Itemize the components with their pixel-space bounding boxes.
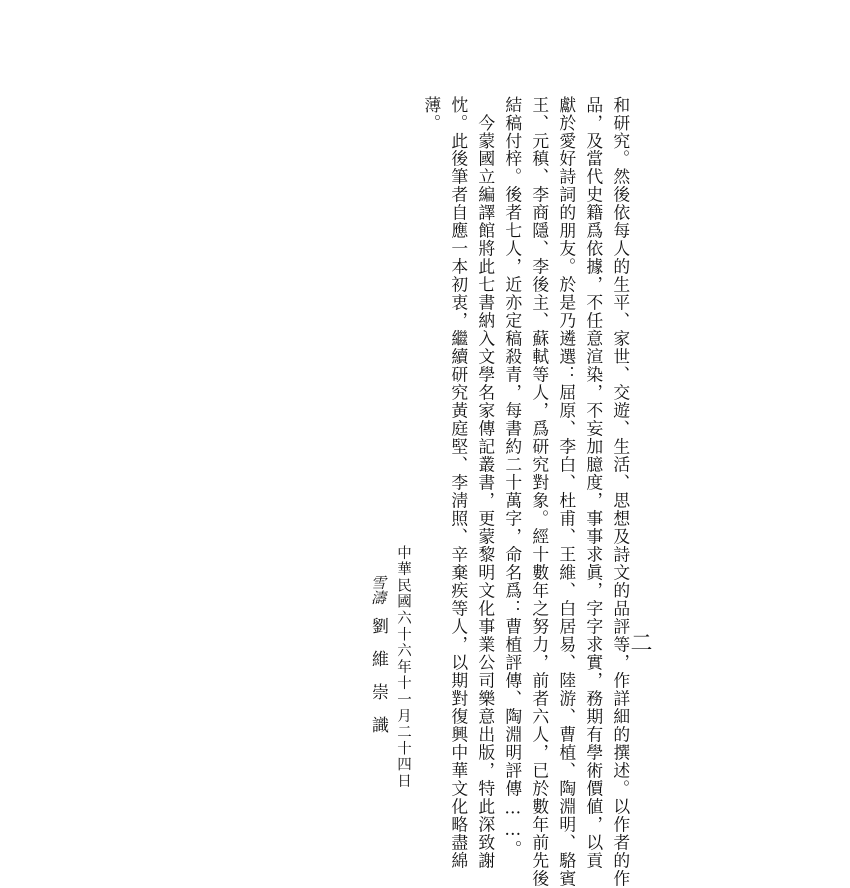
text-line-5: 結稿付梓。後者七人，近亦定稿殺青，每書約二十萬字，命名爲：曹植評傳、陶淵明評傳……。 — [502, 96, 523, 858]
text-line-4: 王、元稹、李商隱、李後主、蘇軾等人，爲研究對象。經十數年之努力，前者六人，已於數年前先後 — [529, 96, 550, 888]
page-number: 二 — [627, 631, 652, 653]
text-line-1: 和研究。然後依每人的生平、家世、交遊、生活、思想及詩文的品評等，作詳細的撰述。以作者的作 — [610, 96, 631, 888]
text-line-2: 品，及當代史籍爲依據，不任意渲染，不妄加臆度，事事求眞，字字求實，務期有學術價値，以貢 — [583, 96, 604, 870]
text-line-6: 今蒙國立編譯館將此七書納入文學名家傳記叢書，更蒙黎明文化事業公司樂意出版，特此深致謝 — [475, 96, 496, 870]
text-line-8: 薄。 — [421, 96, 442, 132]
signature-handwritten: 雪濤 — [369, 575, 387, 605]
signature-name: 劉維崇識 — [368, 617, 388, 749]
date-line: 中華民國六十六年十一月二十四日 — [395, 545, 411, 790]
signature — [366, 575, 391, 749]
text-line-7: 忱。此後筆者自應一本初衷，繼續研究黃庭堅、李淸照、辛棄疾等人，以期對復興中華文化略盡綿 — [448, 96, 469, 870]
text-line-3: 獻於愛好詩詞的朋友。於是乃遴選：屈原、李白、杜甫、王維、白居易、陸游、曹植、陶淵明、駱賓 — [556, 96, 577, 888]
